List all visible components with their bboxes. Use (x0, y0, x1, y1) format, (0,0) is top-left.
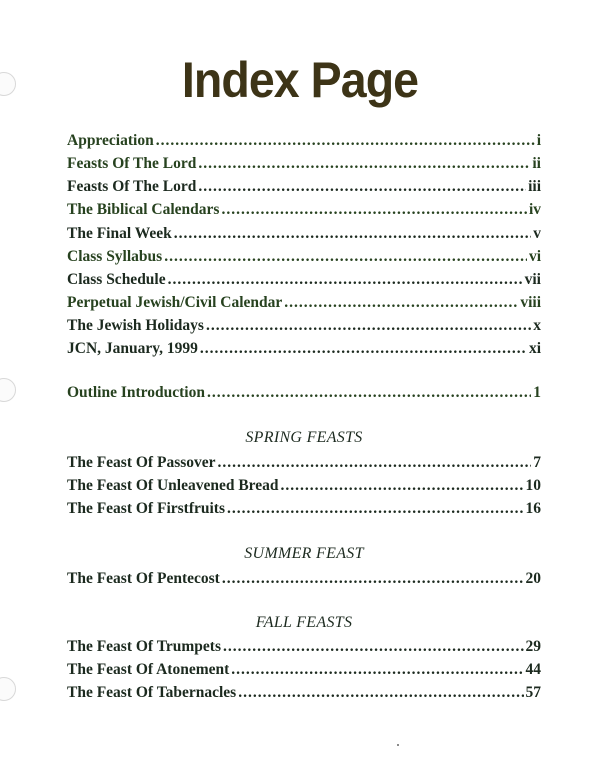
entry-label: JCN, January, 1999 (67, 340, 198, 357)
entry-page: vi (528, 248, 541, 265)
index-entry (67, 454, 541, 476)
index-entry (67, 132, 541, 154)
entry-page: ii (532, 155, 541, 172)
dot-leader (221, 201, 527, 219)
entry-page: 10 (525, 477, 541, 494)
index-entry (67, 340, 541, 362)
entry-label: Outline Introduction (67, 384, 205, 401)
dot-leader (206, 317, 531, 335)
index-entry (67, 155, 541, 177)
entry-label: The Feast Of Pentecost (67, 570, 220, 587)
entry-label: Appreciation (67, 132, 154, 149)
dot-leader (207, 384, 531, 402)
dot-leader (198, 155, 530, 173)
index-entry (67, 638, 541, 660)
index-entry (67, 225, 541, 247)
index-entry (67, 294, 541, 316)
entry-label: The Jewish Holidays (67, 317, 204, 334)
entry-label: Perpetual Jewish/Civil Calendar (67, 294, 283, 311)
index-entry (67, 317, 541, 339)
dot-leader (174, 225, 531, 243)
entry-page: iv (528, 201, 541, 218)
index-entry (67, 201, 541, 223)
entry-label: Feasts Of The Lord (67, 178, 197, 195)
entry-page: 57 (525, 684, 541, 701)
entry-label: The Feast Of Tabernacles (67, 684, 237, 701)
entry-label: The Feast Of Passover (67, 454, 216, 471)
entry-page: 20 (525, 570, 541, 587)
dot-leader (164, 248, 527, 266)
entry-page: 44 (525, 661, 541, 678)
entry-page: vii (524, 271, 541, 288)
index-entry (67, 477, 541, 499)
binder-hole-middle (0, 378, 16, 402)
entry-page: 1 (533, 384, 541, 401)
entry-page: 29 (525, 638, 541, 655)
entry-label: The Feast Of Atonement (67, 661, 230, 678)
entry-label: Class Syllabus (67, 248, 163, 265)
entry-label: Class Schedule (67, 271, 166, 288)
entry-label: The Feast Of Trumpets (67, 638, 221, 655)
entry-page: 16 (525, 500, 541, 517)
index-entry (67, 500, 541, 522)
binder-hole-top (0, 72, 16, 96)
page-title: Index Page (181, 52, 419, 108)
section-heading-fall: FALL FEASTS (255, 614, 353, 631)
entry-label: The Biblical Calendars (67, 201, 220, 218)
entry-label: The Final Week (67, 225, 172, 242)
dot-leader (200, 340, 527, 358)
entry-page: 7 (533, 454, 541, 471)
dot-leader (156, 132, 535, 150)
dot-leader (281, 477, 524, 495)
index-entry (67, 248, 541, 270)
dot-leader (198, 178, 526, 196)
index-entry (67, 684, 541, 706)
dot-leader (238, 684, 523, 702)
entry-page: v (533, 225, 541, 242)
entry-label: The Feast Of Unleavened Bread (67, 477, 279, 494)
index-entry (67, 661, 541, 683)
binder-hole-bottom (0, 677, 16, 701)
dot-leader (223, 638, 524, 656)
dot-leader (222, 570, 524, 588)
index-entry-outline (67, 384, 541, 406)
entry-page: viii (520, 294, 541, 311)
index-entry (67, 570, 541, 592)
index-entry (67, 271, 541, 293)
entry-page: xi (528, 340, 541, 357)
entry-label: The Feast Of Firstfruits (67, 500, 225, 517)
entry-page: iii (528, 178, 541, 195)
scan-speck (397, 744, 399, 746)
dot-leader (168, 271, 523, 289)
dot-leader (218, 454, 532, 472)
section-heading-spring: SPRING FEASTS (245, 429, 363, 446)
section-heading-summer: SUMMER FEAST (244, 545, 364, 562)
index-entry (67, 178, 541, 200)
entry-page: i (536, 132, 541, 149)
dot-leader (231, 661, 523, 679)
dot-leader (227, 500, 524, 518)
entry-label: Feasts Of The Lord (67, 155, 197, 172)
dot-leader (284, 294, 518, 312)
entry-page: x (533, 317, 541, 334)
